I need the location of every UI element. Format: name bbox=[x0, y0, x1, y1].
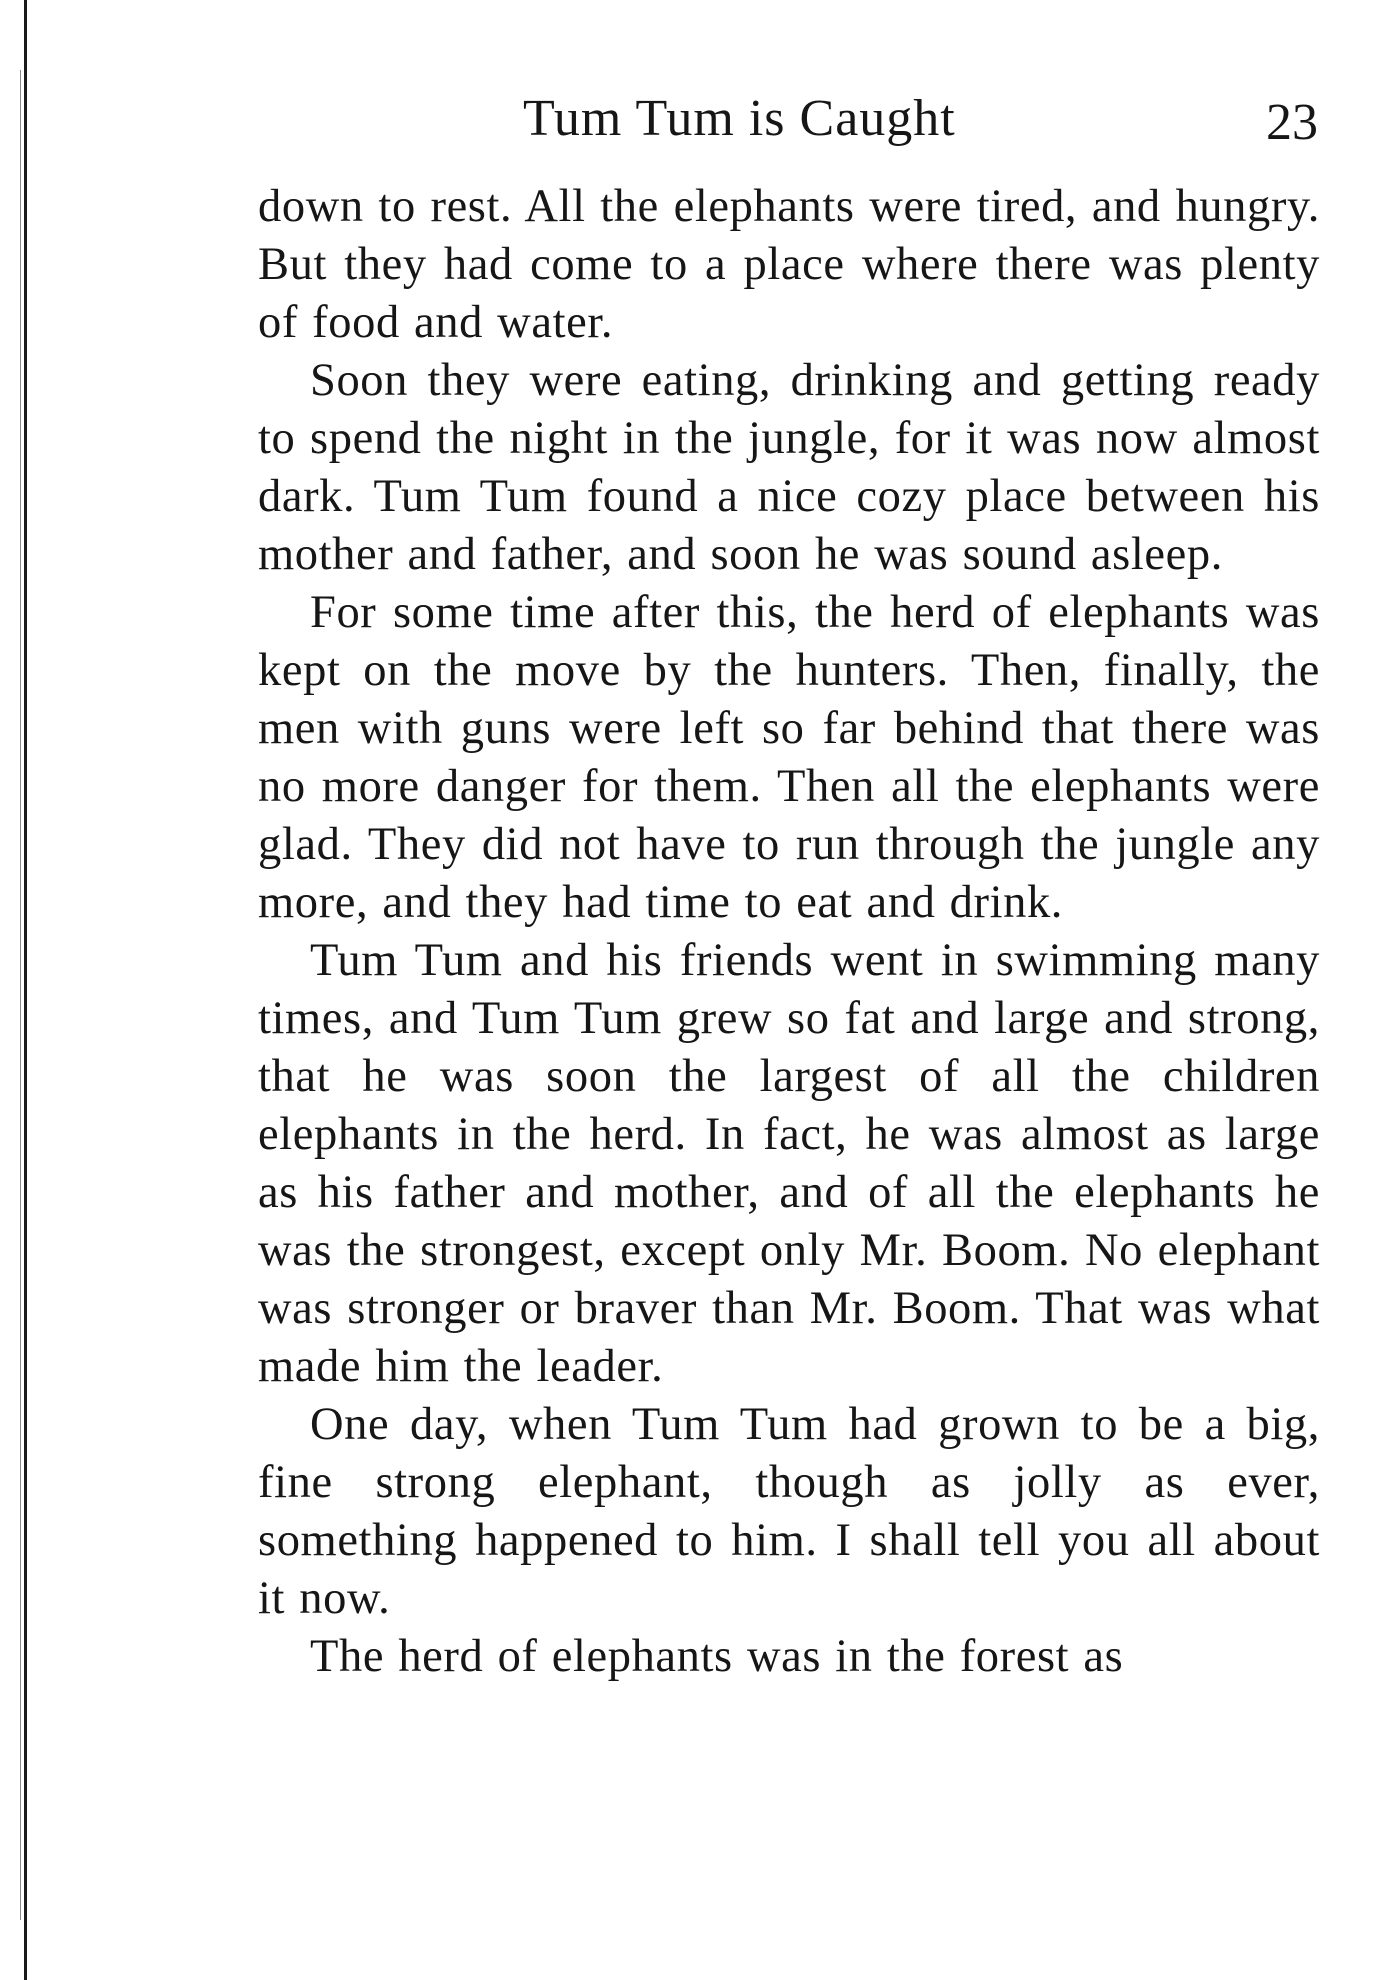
page-gutter-edge bbox=[24, 0, 27, 1980]
running-head bbox=[258, 84, 1318, 154]
paragraph: Soon they were eating, drinking and getting ready to spend the night in the jungle, for it was now almost dark. Tum Tum found a nice cozy place between his mother and father, and soon he was sound asleep. bbox=[258, 355, 1320, 580]
paragraph: For some time after this, the herd of elephants was kept on the move by the hunters. Then, finally, the men with guns were left so far behind that there was no more danger for them. Then all the elephants were glad. They did not have to run through the jungle any more, and they had time to eat and drink. bbox=[258, 587, 1320, 928]
page-number: 23 bbox=[1266, 94, 1318, 151]
paragraph-continued: down to rest. All the elephants were tired, and hungry. But they had come to a place where there was plenty of food and water. bbox=[258, 181, 1320, 348]
paragraph: Tum Tum and his friends went in swimming many times, and Tum Tum grew so fat and large and strong, that he was soon the largest of all the children elephants in the herd. In fact, he was almost as large as his father and mother, and of all the elephants he was the strongest, except only Mr. Boom. No elephant was stronger or braver than Mr. Boom. That was what made him the leader. bbox=[258, 935, 1320, 1392]
body-text bbox=[258, 178, 1320, 1686]
page-gutter-shadow bbox=[20, 70, 21, 1920]
paragraph-continues: The herd of elephants was in the forest as bbox=[310, 1631, 1124, 1682]
running-title: Tum Tum is Caught bbox=[523, 90, 956, 147]
paragraph: One day, when Tum Tum had grown to be a big, fine strong elephant, though as jolly as ever, something happened to him. I shall tell you all about it now. bbox=[258, 1399, 1320, 1624]
